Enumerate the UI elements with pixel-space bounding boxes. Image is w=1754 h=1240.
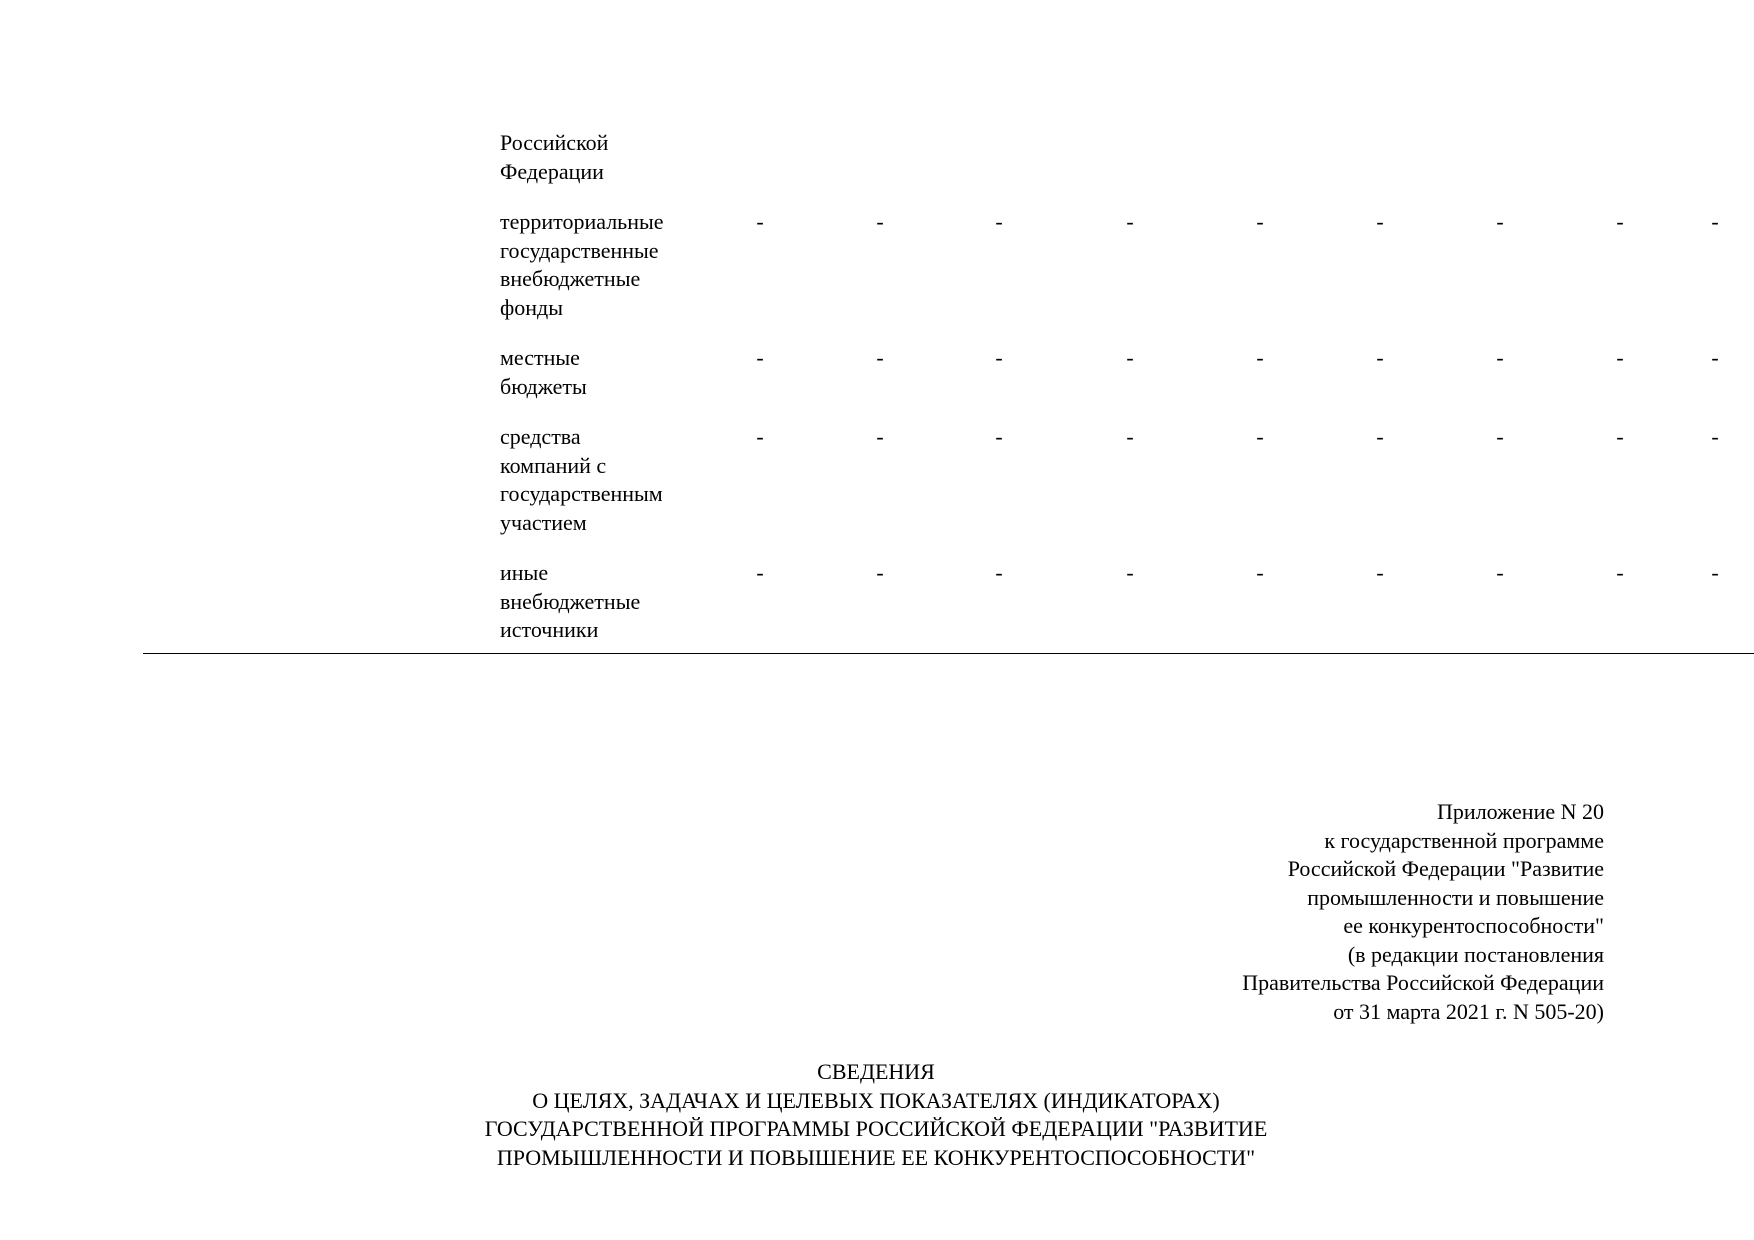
table-cell: - [1711, 345, 1719, 370]
row-label: местные бюджеты [500, 345, 587, 399]
table-cell: - [1256, 560, 1264, 585]
table-cell: - [1616, 209, 1624, 234]
table-cell: - [876, 345, 884, 370]
title-line: О ЦЕЛЯХ, ЗАДАЧАХ И ЦЕЛЕВЫХ ПОКАЗАТЕЛЯХ (ИНДИКАТОРАХ) [532, 1087, 1220, 1113]
row-label: иные внебюджетные источники [500, 560, 641, 642]
appendix-line: от 31 марта 2021 г. N 505-20) [1333, 998, 1604, 1024]
appendix-line: Правительства Российской Федерации [1242, 970, 1604, 995]
table-cell: - [756, 209, 764, 234]
table-cell: - [1376, 209, 1384, 234]
table-cell: - [1126, 345, 1134, 370]
table-cell: - [995, 345, 1003, 370]
row-label: Российской Федерации [500, 130, 609, 184]
row-label: средства компаний с государственным участием [500, 424, 663, 535]
appendix-line: промышленности и повышение [1307, 884, 1604, 910]
table-cell: - [756, 560, 764, 585]
appendix-line: Российской Федерации "Развитие [1287, 856, 1604, 881]
title-line: ПРОМЫШЛЕННОСТИ И ПОВЫШЕНИЕ ЕЕ КОНКУРЕНТОСПОСОБНОСТИ" [496, 1144, 1256, 1170]
table-cell: - [1616, 424, 1624, 449]
table-cell: - [995, 560, 1003, 585]
table-bottom-rule [143, 653, 1754, 654]
table-cell: - [1376, 345, 1384, 370]
table-cell: - [1126, 560, 1134, 585]
table-cell: - [995, 209, 1003, 234]
table-cell: - [876, 560, 884, 585]
table-cell: - [1376, 424, 1384, 449]
table-cell: - [1616, 345, 1624, 370]
table-cell: - [756, 345, 764, 370]
table-cell: - [995, 424, 1003, 449]
table-cell: - [876, 209, 884, 234]
table-cell: - [1496, 560, 1504, 585]
table-cell: - [1496, 424, 1504, 449]
appendix-line: к государственной программе [1324, 827, 1604, 853]
title-line: СВЕДЕНИЯ [817, 1059, 935, 1084]
table-cell: - [1711, 560, 1719, 585]
table-cell: - [876, 424, 884, 449]
table-cell: - [1256, 424, 1264, 449]
table-cell: - [1376, 560, 1384, 585]
table-cell: - [1616, 560, 1624, 585]
row-label: территориальные государственные внебюджетные фонды [500, 209, 664, 320]
appendix-line: Приложение N 20 [1437, 799, 1604, 824]
table-cell: - [1496, 209, 1504, 234]
table-cell: - [1256, 345, 1264, 370]
table-cell: - [1126, 209, 1134, 234]
table-cell: - [1711, 209, 1719, 234]
document-title [376, 1058, 1376, 1172]
table-cell: - [756, 424, 764, 449]
title-line: ГОСУДАРСТВЕННОЙ ПРОГРАММЫ РОССИЙСКОЙ ФЕДЕРАЦИИ "РАЗВИТИЕ [484, 1116, 1268, 1141]
table-cell: - [1496, 345, 1504, 370]
appendix-line: ее конкурентоспособности" [1343, 913, 1604, 938]
appendix-header [1004, 798, 1604, 1026]
appendix-line: (в редакции постановления [1347, 941, 1604, 967]
table-cell: - [1126, 424, 1134, 449]
table-cell: - [1256, 209, 1264, 234]
table-cell: - [1711, 424, 1719, 449]
